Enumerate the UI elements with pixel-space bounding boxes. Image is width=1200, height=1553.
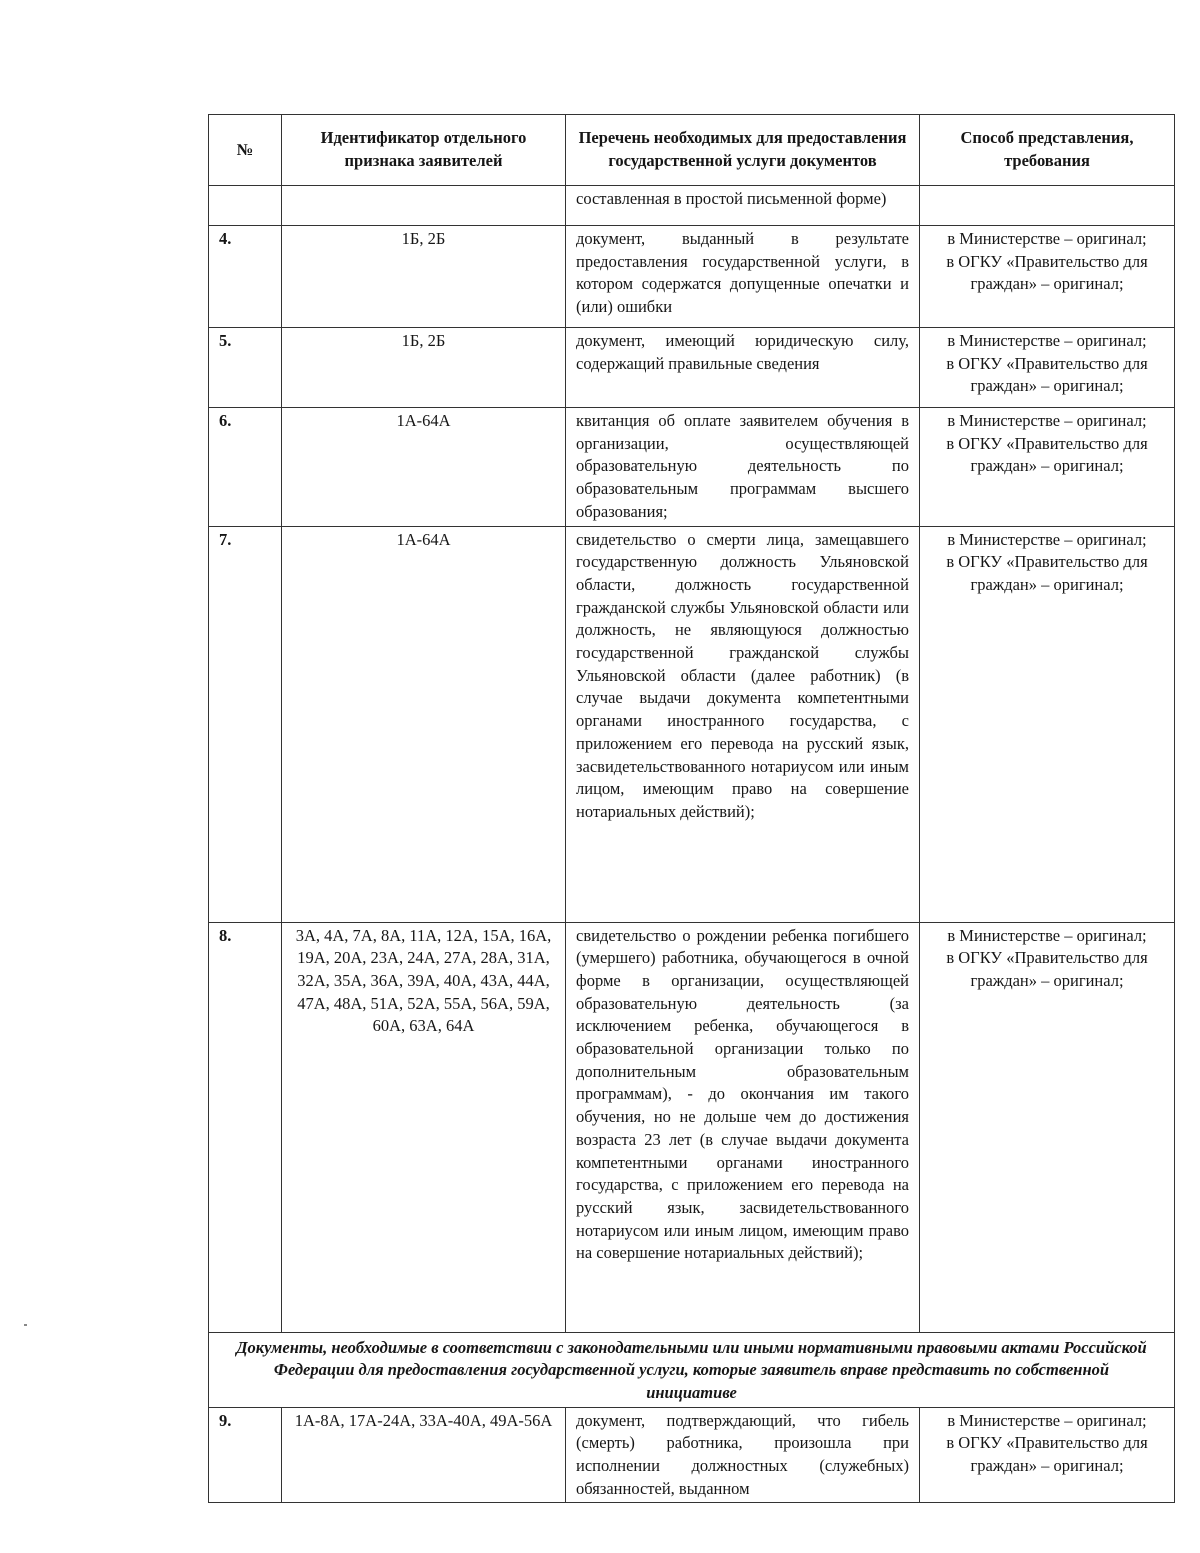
method-ministry: в Министерстве – оригинал; xyxy=(947,925,1147,945)
row-document: квитанция об оплате заявителем обучения в организации, осуществляющей образовательную деятельность по образовательным программам высшего образования; xyxy=(566,408,920,527)
continuation-text: составленная в простой письменной форме) xyxy=(566,186,920,226)
method-ministry: в Министерстве – оригинал; xyxy=(947,411,1147,430)
row-method xyxy=(920,1407,1175,1503)
method-ogku: в ОГКУ «Правительство для граждан» – оригинал; xyxy=(946,1433,1148,1476)
row-number: 4. xyxy=(209,226,282,328)
header-identifier: Идентификатор отдельного признака заявителей xyxy=(282,115,566,186)
table-header-row xyxy=(209,115,1175,186)
row-document: документ, имеющий юридическую силу, содержащий правильные сведения xyxy=(566,328,920,408)
method-ogku: в ОГКУ «Правительство для граждан» – оригинал; xyxy=(946,353,1148,396)
table-row-continuation xyxy=(209,186,1175,226)
row-identifiers: 3А, 4А, 7А, 8А, 11А, 12А, 15А, 16А, 19А, 20А, 23А, 24А, 27А, 28А, 31А, 32А, 35А, 36А, 39А, 40А, 43А, 44А, 47А, 48А, 51А, 52А, 55А, 56А, 59А, 60А, 63А, 64А xyxy=(282,922,566,1332)
method-ogku: в ОГКУ «Правительство для граждан» – оригинал; xyxy=(946,948,1148,990)
table-row xyxy=(209,526,1175,922)
row-method xyxy=(920,226,1175,328)
table-row xyxy=(209,328,1175,408)
empty-cell xyxy=(282,186,566,226)
row-method xyxy=(920,526,1175,922)
row-identifiers: 1Б, 2Б xyxy=(282,328,566,408)
table-row xyxy=(209,922,1175,1332)
scan-speck xyxy=(24,1324,27,1326)
header-method: Способ представления, требования xyxy=(920,115,1175,186)
row-method xyxy=(920,328,1175,408)
method-ministry: в Министерстве – оригинал; xyxy=(947,529,1147,549)
document-page xyxy=(208,114,1174,1503)
section-title: Документы, необходимые в соответствии с законодательными или иными нормативными правовыми актами Российской Федерации для предоставления государственной услуги, которые заявитель вправе представить по собственной инициативе xyxy=(209,1332,1175,1407)
section-row xyxy=(209,1332,1175,1407)
table-row xyxy=(209,226,1175,328)
row-method xyxy=(920,922,1175,1332)
method-ogku: в ОГКУ «Правительство для граждан» – оригинал; xyxy=(946,251,1148,294)
row-document: свидетельство о смерти лица, замещавшего государственную должность Ульяновской области, должность государственной гражданской службы Ульяновской области или должность, не являющуюся должностью государственной гражданской службы Ульяновской области (далее работник) (в случае выдачи документа компетентными органами иностранного государства, с приложением его перевода на русский язык, засвидетельствованного нотариусом или иным лицом, имеющим право на совершение нотариальных действий); xyxy=(566,526,920,922)
row-document: документ, выданный в результате предоставления государственной услуги, в котором содержатся допущенные опечатки и (или) ошибки xyxy=(566,226,920,328)
row-number: 7. xyxy=(209,526,282,922)
header-num: № xyxy=(209,115,282,186)
row-document: свидетельство о рождении ребенка погибшего (умершего) работника, обучающегося в очной форме в организации, осуществляющей образовательную деятельность (за исключением ребенка, обучающегося в образовательной организации только по дополнительным образовательным программам), - до окончания им такого обучения, но не дольше чем до достижения возраста 23 лет (в случае выдачи документа компетентными органами иностранного государства, с приложением его перевода на русский язык, засвидетельствованного нотариусом или иным лицом, имеющим право на совершение нотариальных действий); xyxy=(566,922,920,1332)
method-ministry: в Министерстве – оригинал; xyxy=(947,331,1147,350)
row-number: 5. xyxy=(209,328,282,408)
method-ministry: в Министерстве – оригинал; xyxy=(947,1410,1147,1430)
method-ogku: в ОГКУ «Правительство для граждан» – оригинал; xyxy=(946,433,1148,476)
documents-table xyxy=(208,114,1175,1503)
header-documents: Перечень необходимых для предоставления государственной услуги документов xyxy=(566,115,920,186)
table-row xyxy=(209,1407,1175,1503)
row-document: документ, подтверждающий, что гибель (смерть) работника, произошла при исполнении должностных (служебных) обязанностей, выданном xyxy=(566,1407,920,1503)
method-ministry: в Министерстве – оригинал; xyxy=(947,229,1147,248)
row-identifiers: 1Б, 2Б xyxy=(282,226,566,328)
empty-cell xyxy=(209,186,282,226)
row-number: 8. xyxy=(209,922,282,1332)
table-row xyxy=(209,408,1175,527)
row-number: 6. xyxy=(209,408,282,527)
row-method xyxy=(920,408,1175,527)
empty-cell xyxy=(920,186,1175,226)
row-identifiers: 1А-64А xyxy=(282,526,566,922)
row-identifiers: 1А-64А xyxy=(282,408,566,527)
row-identifiers: 1А-8А, 17А-24А, 33А-40А, 49А-56А xyxy=(282,1407,566,1503)
method-ogku: в ОГКУ «Правительство для граждан» – оригинал; xyxy=(946,552,1148,594)
row-number: 9. xyxy=(209,1407,282,1503)
